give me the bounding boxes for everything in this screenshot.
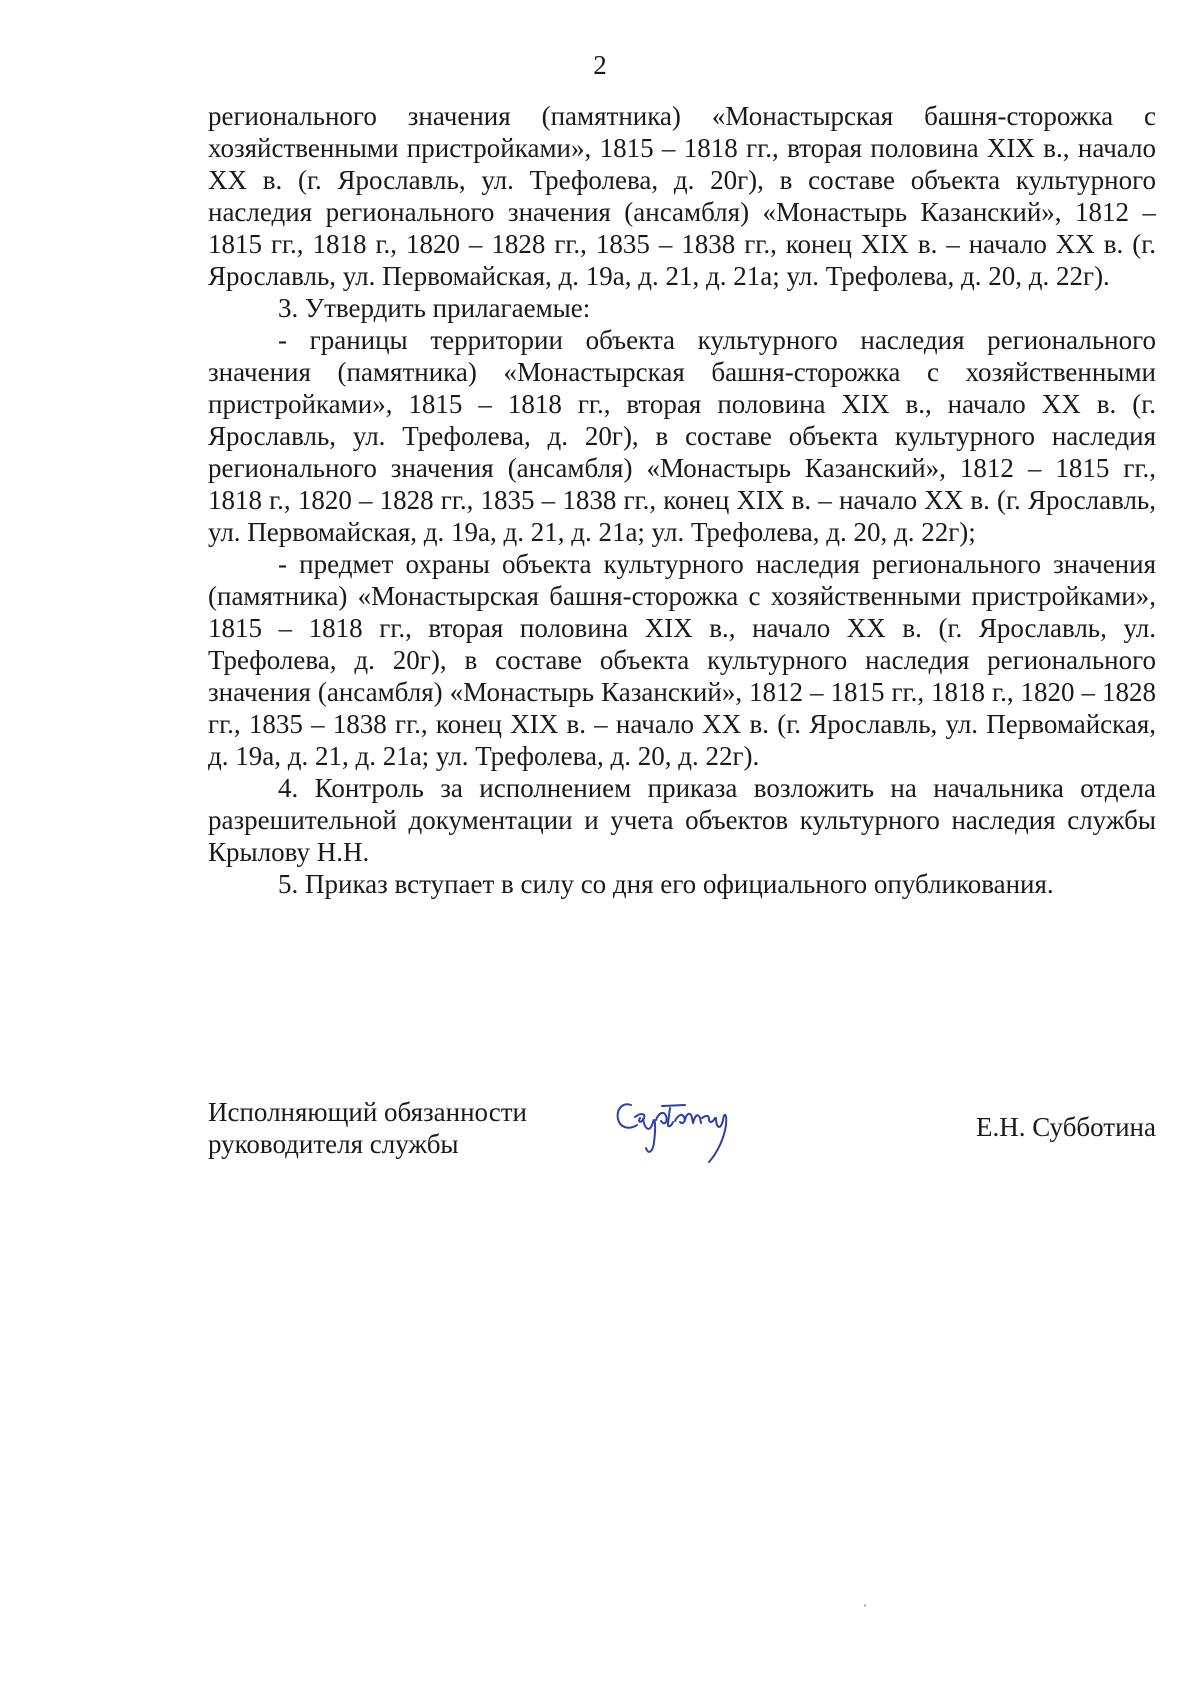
paragraph-continuation: регионального значения (памятника) «Монастырская башня-сторожка с хозяйственными пристройками», 1815 – 1818 гг., вторая половина XIX в., начало XX в. (г. Ярославль, ул. Трефолева, д. 20г), в составе объекта культурного наследия регионального значения (ансамбля) «Монастырь Казанский», 1812 – 1815 гг., 1818 г., 1820 – 1828 гг., 1835 – 1838 гг., конец XIX в. – начало XX в. (г. Ярославль, ул. Первомайская, д. 19а, д. 21, д. 21а; ул. Трефолева, д. 20, д. 22г). [208,101,1156,291]
signatory-position-line-1: Исполняющий обязанности [208,1097,527,1127]
scan-speck [864,1604,866,1607]
page-number: 2 [593,50,607,80]
paragraph-boundaries: - границы территории объекта культурного наследия регионального значения (памятника) «Монастырская башня-сторожка с хозяйственными пристройками», 1815 – 1818 гг., вторая половина XIX в., начало XX в. (г. Ярославль, ул. Трефолева, д. 20г), в составе объекта культурного наследия регионального значения (ансамбля) «Монастырь Казанский», 1812 – 1815 гг., 1818 г., 1820 – 1828 гг., 1835 – 1838 гг., конец XIX в. – начало XX в. (г. Ярославль, ул. Первомайская, д. 19а, д. 21, д. 21а; ул. Трефолева, д. 20, д. 22г); [208,325,1156,547]
signatory-position [208,1096,588,1160]
signatory-name: Е.Н. Субботина [975,1112,1156,1142]
document-body [208,100,1156,900]
paragraph-item-4: 4. Контроль за исполнением приказа возложить на начальника отдела разрешительной документации и учета объектов культурного наследия службы Крылову Н.Н. [208,773,1156,867]
handwritten-signature-icon [613,1082,768,1168]
paragraph-protection-subject: - предмет охраны объекта культурного наследия регионального значения (памятника) «Монастырская башня-сторожка с хозяйственными пристройками», 1815 – 1818 гг., вторая половина XIX в., начало XX в. (г. Ярославль, ул. Трефолева, д. 20г), в составе объекта культурного наследия регионального значения (ансамбля) «Монастырь Казанский», 1812 – 1815 гг., 1818 г., 1820 – 1828 гг., 1835 – 1838 гг., конец XIX в. – начало XX в. (г. Ярославль, ул. Первомайская, д. 19а, д. 21, д. 21а; ул. Трефолева, д. 20, д. 22г). [208,549,1156,771]
paragraph-item-3: 3. Утвердить прилагаемые: [278,293,591,323]
signature-block [208,1096,1156,1196]
paragraph-item-5: 5. Приказ вступает в силу со дня его официального опубликования. [278,869,1054,899]
signatory-position-line-2: руководителя службы [208,1129,459,1159]
